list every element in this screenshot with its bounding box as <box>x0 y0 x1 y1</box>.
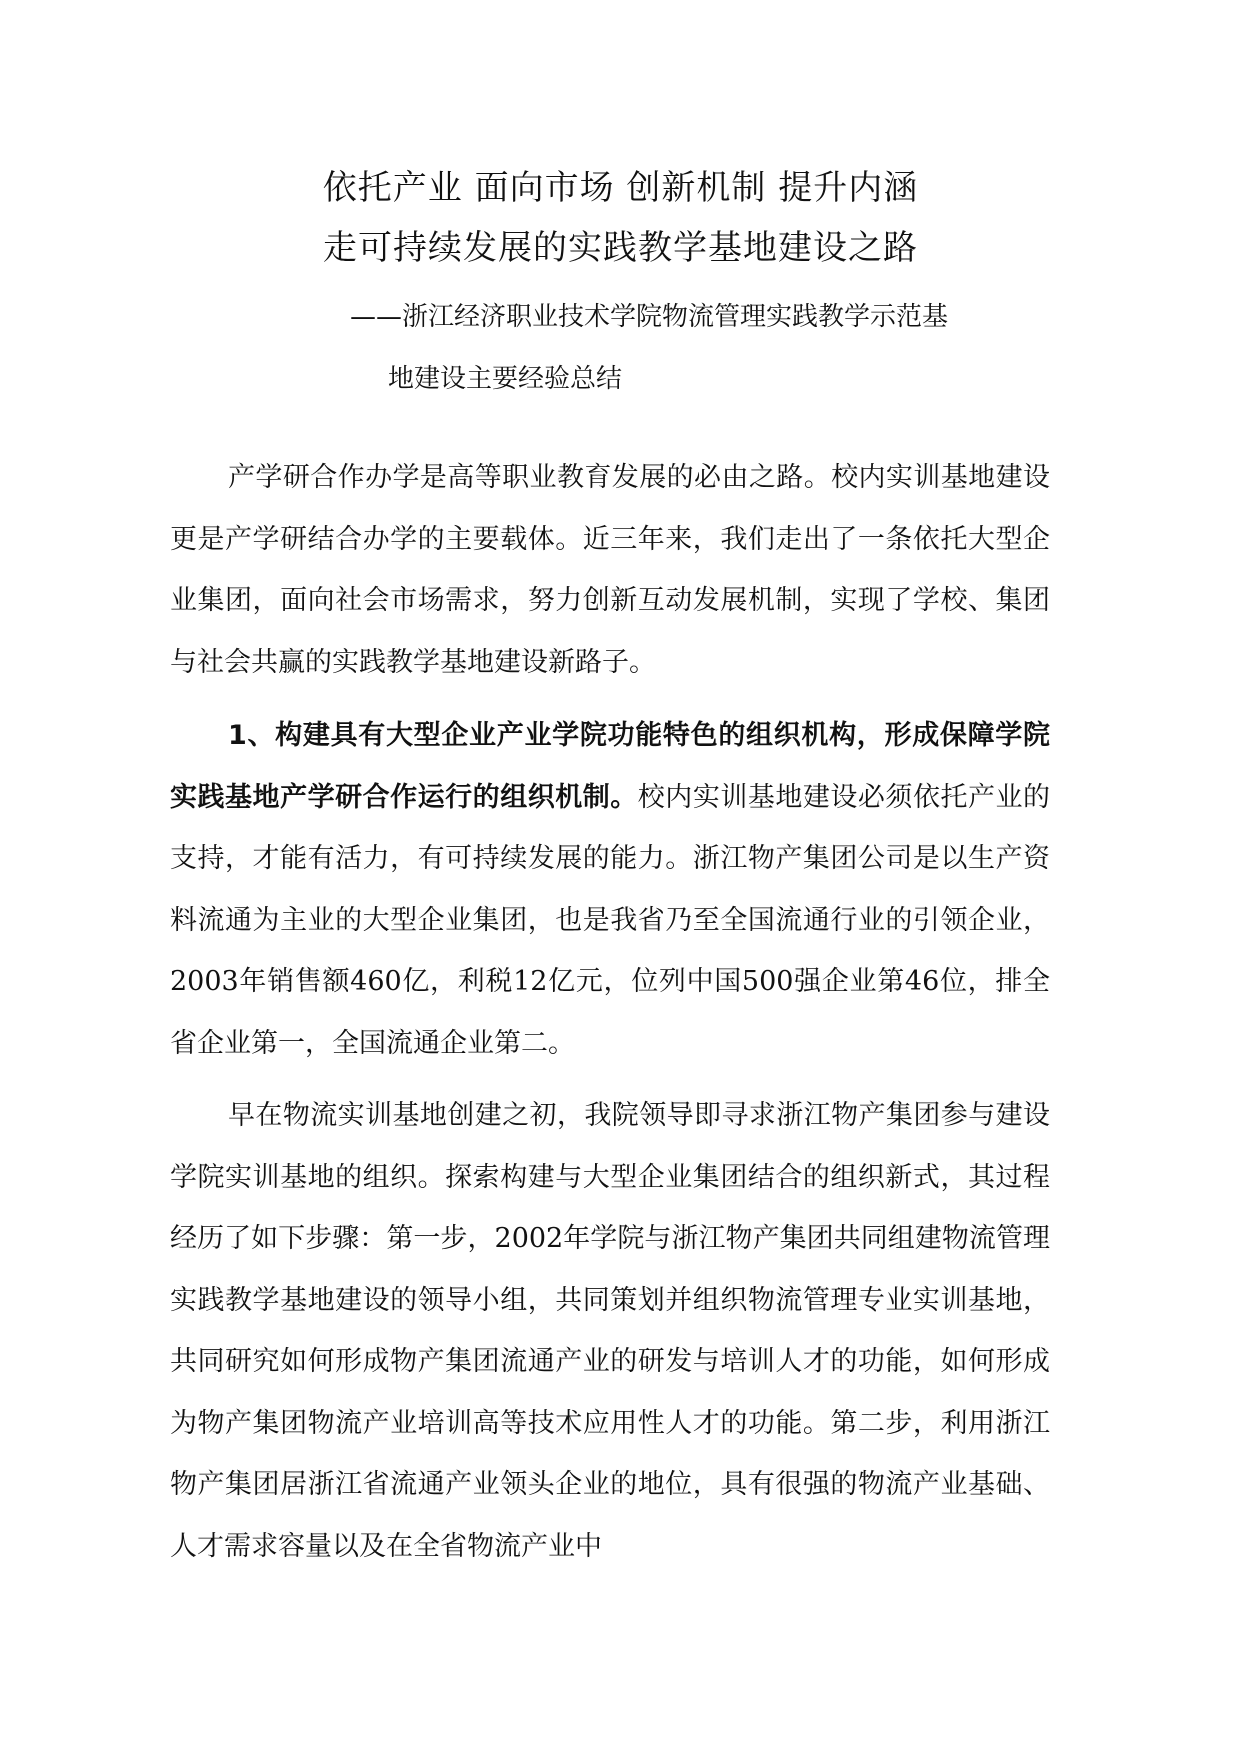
subtitle-line-1: ——浙江经济职业技术学院物流管理实践教学示范基 <box>350 302 949 332</box>
subtitle-line-2: 地建设主要经验总结 <box>388 364 623 394</box>
section-1-heading: 1、构建具有大型企业产业学院功能特色的组织机构，形成保障学院实践基地产学研合作运行的组织机制。 <box>170 720 1050 813</box>
paragraph-intro: 产学研合作办学是高等职业教育发展的必由之路。校内实训基地建设更是产学研结合办学的主要载体。近三年来，我们走出了一条依托大型企业集团，面向社会市场需求，努力创新互动发展机制，实现了学校、集团与社会共赢的实践教学基地建设新路子。 <box>170 462 1050 678</box>
paragraph-history: 早在物流实训基地创建之初，我院领导即寻求浙江物产集团参与建设学院实训基地的组织。探索构建与大型企业集团结合的组织新式，其过程经历了如下步骤：第一步，2002年学院与浙江物产集团共同组建物流管理实践教学基地建设的领导小组，共同策划并组织物流管理专业实训基地，共同研究如何形成物产集团流通产业的研发与培训人才的功能，如何形成为物产集团物流产业培训高等技术应用性人才的功能。第二步，利用浙江物产集团居浙江省流通产业领头企业的地位，具有很强的物流产业基础、人才需求容量以及在全省物流产业中 <box>170 1100 1050 1562</box>
section-1-text: 校内实训基地建设必须依托产业的支持，才能有活力，有可持续发展的能力。浙江物产集团公司是以生产资料流通为主业的大型企业集团，也是我省乃至全国流通行业的引领企业，2003年销售额460亿，利税12亿元，位列中国500强企业第46位，排全省企业第一，全国流通企业第二。 <box>170 781 1051 1059</box>
title-line-1: 依托产业 面向市场 创新机制 提升内涵 <box>322 168 919 208</box>
document-body <box>170 447 1050 1589</box>
title-line-2: 走可持续发展的实践教学基地建设之路 <box>323 228 918 268</box>
paragraph-section-1 <box>170 705 1050 1074</box>
